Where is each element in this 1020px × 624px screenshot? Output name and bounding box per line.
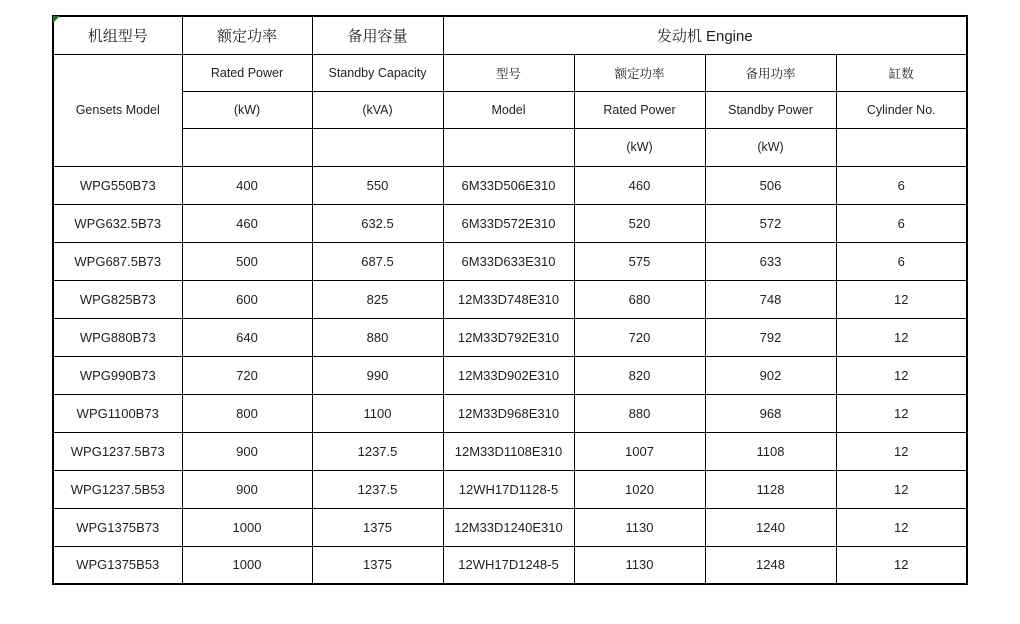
- table-cell: 12M33D1108E310: [443, 432, 574, 470]
- table-cell: 12: [836, 394, 967, 432]
- header-rated-power-en: Rated Power: [182, 54, 312, 91]
- header-engine-span: 发动机 Engine: [443, 16, 967, 54]
- table-row: [53, 280, 967, 318]
- table-row: [53, 546, 967, 584]
- header-row-units: [53, 91, 967, 128]
- table-cell: 12M33D902E310: [443, 356, 574, 394]
- table-cell: 6M33D572E310: [443, 204, 574, 242]
- header-cylinder-en: Cylinder No.: [836, 91, 967, 128]
- table-cell: 6: [836, 204, 967, 242]
- table-cell: 990: [312, 356, 443, 394]
- table-cell: 500: [182, 242, 312, 280]
- table-cell: 1375: [312, 508, 443, 546]
- table-cell: 1100: [312, 394, 443, 432]
- table-cell: WPG1100B73: [53, 394, 182, 432]
- table-body: [53, 166, 967, 584]
- header-standby-capacity-cn: 备用容量: [312, 16, 443, 54]
- table-cell: 6M33D506E310: [443, 166, 574, 204]
- table-row: [53, 508, 967, 546]
- header-engine-rated-power-cn: 额定功率: [574, 54, 705, 91]
- table-row: [53, 242, 967, 280]
- table-cell: 12: [836, 318, 967, 356]
- table-row: [53, 318, 967, 356]
- table-cell: 1000: [182, 508, 312, 546]
- table-cell: 902: [705, 356, 836, 394]
- header-gensets-model-en: Gensets Model: [53, 54, 182, 166]
- table-cell: WPG880B73: [53, 318, 182, 356]
- table-cell: 792: [705, 318, 836, 356]
- table-cell: WPG990B73: [53, 356, 182, 394]
- table-cell: 400: [182, 166, 312, 204]
- table-cell: 1248: [705, 546, 836, 584]
- table-cell: 1130: [574, 546, 705, 584]
- table-cell: 1108: [705, 432, 836, 470]
- table-cell: WPG550B73: [53, 166, 182, 204]
- table-cell: 633: [705, 242, 836, 280]
- table-cell: 12M33D748E310: [443, 280, 574, 318]
- table-cell: WPG1375B73: [53, 508, 182, 546]
- table-cell: 1240: [705, 508, 836, 546]
- table-cell: 12: [836, 432, 967, 470]
- table-row: [53, 394, 967, 432]
- table-cell: 1007: [574, 432, 705, 470]
- table-cell: 1237.5: [312, 432, 443, 470]
- header-engine-model-cn-label: 型号: [495, 66, 521, 81]
- header-standby-capacity-en: Standby Capacity: [312, 54, 443, 91]
- table-cell: WPG1375B53: [53, 546, 182, 584]
- table-row: [53, 432, 967, 470]
- header-row-units2: [53, 128, 967, 166]
- table-cell: 1130: [574, 508, 705, 546]
- table-cell: 680: [574, 280, 705, 318]
- table-cell: 460: [574, 166, 705, 204]
- table-cell: 1375: [312, 546, 443, 584]
- table-cell: 687.5: [312, 242, 443, 280]
- table-cell: 575: [574, 242, 705, 280]
- header-engine-rated-power-en: Rated Power: [574, 91, 705, 128]
- table-cell: WPG825B73: [53, 280, 182, 318]
- table-cell: 640: [182, 318, 312, 356]
- table-cell: 825: [312, 280, 443, 318]
- table-cell: 1000: [182, 546, 312, 584]
- table-cell: 632.5: [312, 204, 443, 242]
- header-row-cn: [53, 16, 967, 54]
- header-blank-1: [182, 128, 312, 166]
- table-cell: 6: [836, 166, 967, 204]
- table-cell: 12WH17D1248-5: [443, 546, 574, 584]
- table-cell: 880: [574, 394, 705, 432]
- table-cell: 550: [312, 166, 443, 204]
- table-cell: WPG1237.5B53: [53, 470, 182, 508]
- table-cell: 460: [182, 204, 312, 242]
- table-cell: 900: [182, 470, 312, 508]
- table-cell: 820: [574, 356, 705, 394]
- table-row: [53, 470, 967, 508]
- table-cell: 720: [182, 356, 312, 394]
- header-genset-model-cn: 机组型号: [53, 16, 182, 54]
- header-blank-4: [836, 128, 967, 166]
- table-cell: 12: [836, 280, 967, 318]
- table-cell: 572: [705, 204, 836, 242]
- table-cell: 12: [836, 470, 967, 508]
- table-row: [53, 166, 967, 204]
- table-cell: 720: [574, 318, 705, 356]
- header-rated-power-unit: (kW): [182, 91, 312, 128]
- header-engine-model-cn: [443, 54, 574, 91]
- table-cell: WPG632.5B73: [53, 204, 182, 242]
- table-row: [53, 204, 967, 242]
- table-cell: WPG687.5B73: [53, 242, 182, 280]
- header-engine-standby-power-en: Standby Power: [705, 91, 836, 128]
- table-cell: 1128: [705, 470, 836, 508]
- table-cell: 12: [836, 546, 967, 584]
- table-cell: 968: [705, 394, 836, 432]
- table-cell: WPG1237.5B73: [53, 432, 182, 470]
- header-rated-power-cn: 额定功率: [182, 16, 312, 54]
- header-blank-3: [443, 128, 574, 166]
- header-engine-standby-power-unit: (kW): [705, 128, 836, 166]
- table-cell: 12: [836, 508, 967, 546]
- table-cell: 12M33D792E310: [443, 318, 574, 356]
- header-engine-standby-power-cn: 备用功率: [705, 54, 836, 91]
- table-cell: 748: [705, 280, 836, 318]
- gensets-spec-table: [52, 15, 968, 585]
- header-engine-rated-power-unit: (kW): [574, 128, 705, 166]
- table-cell: 6M33D633E310: [443, 242, 574, 280]
- table-cell: 506: [705, 166, 836, 204]
- header-blank-2: [312, 128, 443, 166]
- table-cell: 12: [836, 356, 967, 394]
- table-cell: 12WH17D1128-5: [443, 470, 574, 508]
- table-row: [53, 356, 967, 394]
- table-cell: 12M33D968E310: [443, 394, 574, 432]
- header-standby-capacity-unit: (kVA): [312, 91, 443, 128]
- table-cell: 880: [312, 318, 443, 356]
- table-cell: 800: [182, 394, 312, 432]
- header-cylinder-cn: 缸数: [836, 54, 967, 91]
- header-row-en: [53, 54, 967, 91]
- table-cell: 6: [836, 242, 967, 280]
- table-cell: 600: [182, 280, 312, 318]
- table-cell: 900: [182, 432, 312, 470]
- table-cell: 1020: [574, 470, 705, 508]
- table-cell: 520: [574, 204, 705, 242]
- table-cell: 1237.5: [312, 470, 443, 508]
- table-cell: 12M33D1240E310: [443, 508, 574, 546]
- header-engine-model-en: Model: [443, 91, 574, 128]
